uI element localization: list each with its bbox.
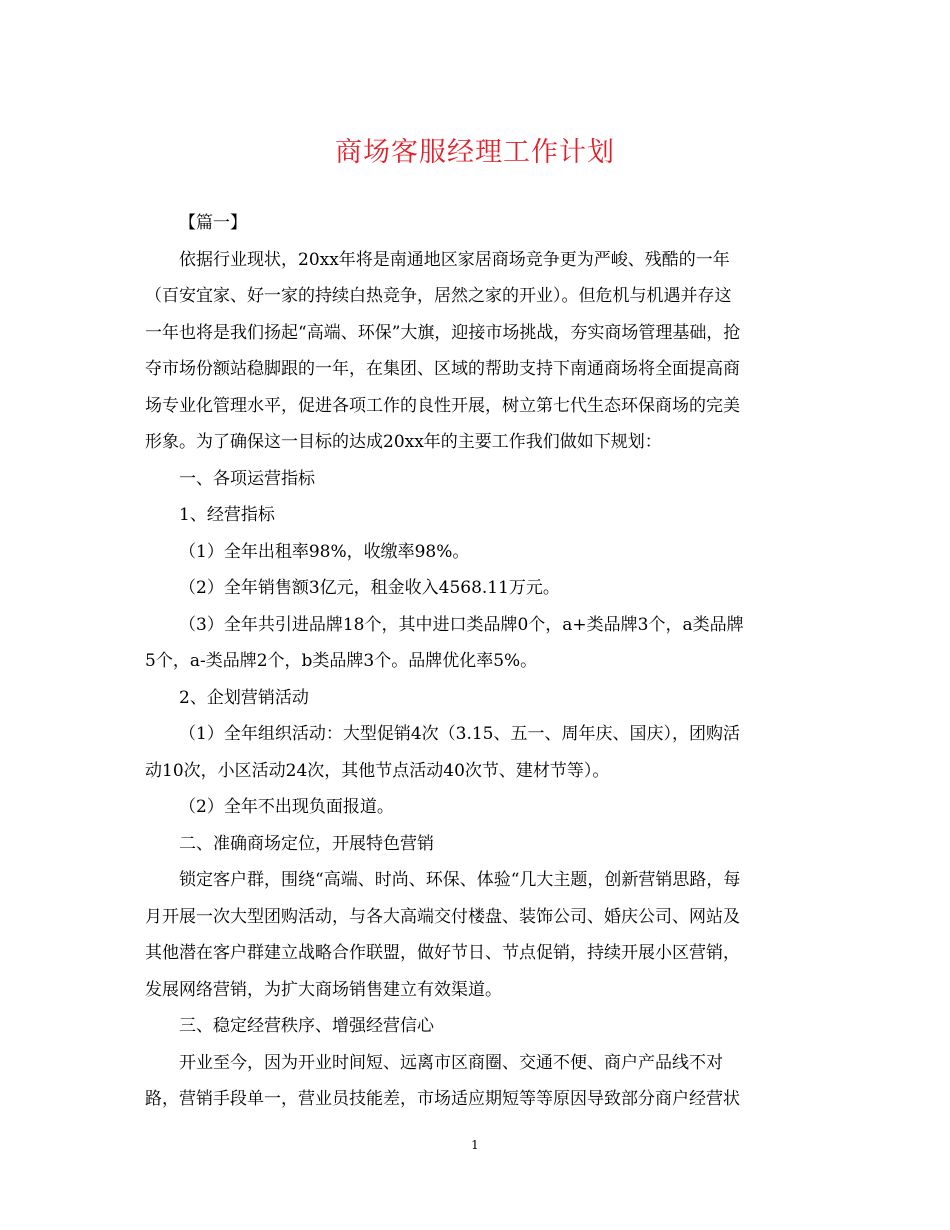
text-line: 2、企划营销活动	[179, 687, 309, 708]
text-line: 二、准确商场定位，开展特色营销	[179, 833, 434, 854]
text-line: 三、稳定经营秩序、增强经营信心	[179, 1016, 434, 1036]
paragraph	[145, 461, 805, 498]
paragraph	[145, 862, 805, 1008]
document-body	[145, 205, 805, 1118]
text-line: 月开展一次大型团购活动，与各大高端交付楼盘、装饰公司、婚庆公司、网站及	[145, 906, 740, 927]
paragraph	[145, 789, 805, 826]
paragraph	[145, 534, 805, 571]
page-number: 1	[471, 1138, 479, 1152]
paragraph	[145, 570, 805, 607]
text-line: （1）全年出租率98%，收缴率98%。	[179, 541, 470, 562]
text-line: 5个，a-类品牌2个，b类品牌3个。品牌优化率5%。	[145, 651, 538, 671]
text-line: 动10次，小区活动24次，其他节点活动40次节、建材节等）。	[145, 760, 610, 781]
text-line: 锁定客户群，围绕“高端、时尚、环保、体验“几大主题，创新营销思路，每	[179, 870, 741, 890]
paragraph	[145, 680, 805, 717]
paragraph	[145, 716, 805, 789]
paragraph	[145, 826, 805, 863]
text-line: 其他潜在客户群建立战略合作联盟，做好节日、节点促销，持续开展小区营销，	[145, 943, 740, 963]
paragraph	[145, 205, 805, 242]
text-line: （百安宜家、好一家的持续白热竞争，居然之家的开业）。但危机与机遇并存这	[145, 286, 732, 306]
paragraph	[145, 242, 805, 461]
text-line: （2）全年不出现负面报道。	[179, 797, 394, 817]
paragraph	[145, 497, 805, 534]
text-line: 夺市场份额站稳脚跟的一年，在集团、区域的帮助支持下南通商场将全面提高商	[145, 359, 740, 379]
text-line: 场专业化管理水平，促进各项工作的良性开展，树立第七代生态环保商场的完美	[145, 395, 740, 416]
text-line: 一年也将是我们扬起“高端、环保”大旗，迎接市场挑战，夯实商场管理基础，抢	[145, 322, 741, 343]
text-line: （1）全年组织活动：大型促销4次（3.15、五一、周年庆、国庆），团购活	[179, 724, 740, 744]
text-line: 路，营销手段单一，营业员技能差，市场适应期短等等原因导致部分商户经营状	[145, 1089, 740, 1109]
text-line: 形象。为了确保这一目标的达成20xx年的主要工作我们做如下规划：	[145, 432, 662, 452]
text-line: 【篇一】	[179, 213, 247, 233]
text-line: （3）全年共引进品牌18个，其中进口类品牌0个，a+类品牌3个，a类品牌	[179, 614, 744, 635]
text-line: 开业至今，因为开业时间短、远离市区商圈、交通不便、商户产品线不对	[179, 1052, 723, 1073]
text-line: 一、各项运营指标	[179, 468, 315, 489]
text-line: （2）全年销售额3亿元，租金收入4568.11万元。	[179, 578, 560, 598]
paragraph	[145, 1045, 805, 1118]
text-line: 1、经营指标	[179, 505, 275, 525]
document-title: 商场客服经理工作计划	[335, 137, 615, 168]
text-line: 发展网络营销，为扩大商场销售建立有效渠道。	[145, 979, 502, 1000]
text-line: 依据行业现状，20xx年将是南通地区家居商场竞争更为严峻、残酷的一年	[179, 249, 730, 270]
paragraph	[145, 607, 805, 680]
paragraph	[145, 1008, 805, 1045]
